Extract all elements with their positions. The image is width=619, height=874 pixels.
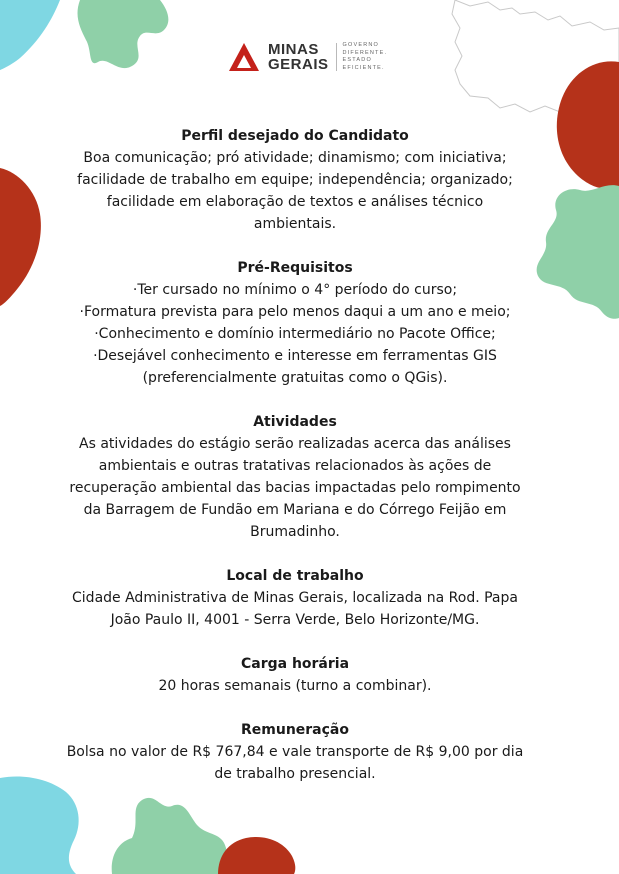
section-line: ·Formatura prevista para pelo menos daqui a um ano e meio; <box>79 304 511 320</box>
section-line: João Paulo II, 4001 - Serra Verde, Belo Horizonte/MG. <box>110 612 480 628</box>
section-local-de-trabalho <box>40 565 550 631</box>
section-line: Brumadinho. <box>250 524 340 540</box>
green-leaf-top-left <box>78 0 169 68</box>
logo-divider <box>336 43 337 71</box>
section-title: Carga horária <box>240 656 350 672</box>
section-line: recuperação ambiental das bacias impactadas pelo rompimento <box>69 480 521 496</box>
section-title: Perfil desejado do Candidato <box>181 128 409 144</box>
section-title: Remuneração <box>240 722 349 738</box>
section-line: da Barragem de Fundão em Mariana e do Córrego Feijão em <box>83 502 507 518</box>
logo-tagline-line: ESTADO <box>342 57 372 63</box>
section-line: facilidade de trabalho em equipe; independência; organizado; <box>77 172 513 188</box>
triangle-logo-icon <box>228 42 260 72</box>
section-line: (preferencialmente gratuitas como o QGis). <box>142 370 448 386</box>
cyan-blob-top-left <box>0 0 60 70</box>
logo-line-1: MINAS <box>268 41 319 58</box>
section-pre-requisitos <box>40 257 550 389</box>
section-title: Pré-Requisitos <box>237 260 353 276</box>
section-line: Bolsa no valor de R$ 767,84 e vale transporte de R$ 9,00 por dia <box>66 744 524 760</box>
red-blob-top-right <box>557 61 619 188</box>
section-line: ambientais e outras tratativas relacionados às ações de <box>98 458 492 474</box>
section-line: Cidade Administrativa de Minas Gerais, localizada na Rod. Papa <box>72 590 518 606</box>
logo-wordmark <box>268 42 329 72</box>
section-title: Local de trabalho <box>226 568 364 584</box>
section-line: ·Ter cursado no mínimo o 4° período do curso; <box>132 282 458 298</box>
logo-tagline-line: EFICIENTE. <box>342 64 385 71</box>
green-leaf-bottom <box>112 798 227 874</box>
section-line: 20 horas semanais (turno a combinar). <box>158 678 432 694</box>
section-remuneracao <box>40 719 550 785</box>
section-line: Boa comunicação; pró atividade; dinamismo; com iniciativa; <box>83 150 507 166</box>
section-atividades <box>40 411 550 543</box>
document-body <box>40 125 550 807</box>
section-line: ·Desejável conhecimento e interesse em ferramentas GIS <box>93 348 497 364</box>
minas-gerais-logo <box>228 40 387 74</box>
section-carga-horaria <box>40 653 550 697</box>
logo-tagline <box>343 42 388 72</box>
logo-tagline-line: DIFERENTE. <box>342 49 388 56</box>
red-blob-left <box>0 168 41 306</box>
section-perfil <box>40 125 550 235</box>
logo-line-2: GERAIS <box>268 56 329 73</box>
section-line: facilidade em elaboração de textos e análises técnico <box>106 194 484 210</box>
red-blob-bottom <box>218 837 295 874</box>
logo-tagline-line: GOVERNO <box>342 42 380 48</box>
section-line: As atividades do estágio serão realizadas acerca das análises <box>79 436 511 452</box>
section-line: ·Conhecimento e domínio intermediário no Pacote Office; <box>94 326 496 342</box>
section-line: de trabalho presencial. <box>214 766 376 782</box>
section-line: ambientais. <box>253 216 337 232</box>
section-title: Atividades <box>253 414 337 430</box>
map-outline <box>452 0 619 112</box>
